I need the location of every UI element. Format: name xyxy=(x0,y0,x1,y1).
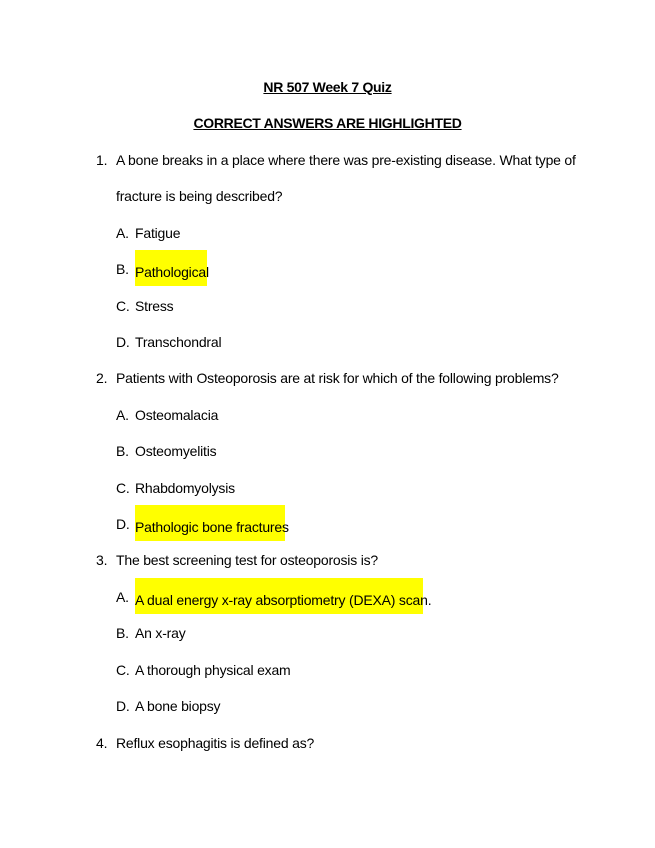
option-letter: D. xyxy=(116,334,130,350)
option-letter: D. xyxy=(116,698,130,714)
question-text: The best screening test for osteoporosis is? xyxy=(116,552,379,568)
question-text: A bone breaks in a place where there was pre-existing disease. What type of xyxy=(116,152,576,168)
option-text: An x-ray xyxy=(135,625,186,641)
option-letter: A. xyxy=(116,407,129,423)
option-letter: A. xyxy=(116,225,129,241)
question-number: 2. xyxy=(96,370,108,386)
option-letter: B. xyxy=(116,625,129,641)
correct-answer-highlight: Pathologic bone fractures xyxy=(135,505,285,541)
option-text: Fatigue xyxy=(135,225,181,241)
option-letter: C. xyxy=(116,480,130,496)
option-text: A thorough physical exam xyxy=(135,662,291,678)
option-letter: C. xyxy=(116,662,130,678)
option-letter: A. xyxy=(116,589,129,605)
question-number: 4. xyxy=(96,735,108,751)
correct-answer-highlight: A dual energy x-ray absorptiometry (DEXA) scan. xyxy=(135,578,423,614)
option-letter: C. xyxy=(116,298,130,314)
question-text-continued: fracture is being described? xyxy=(116,188,283,204)
question-text: Patients with Osteoporosis are at risk for which of the following problems? xyxy=(116,370,559,386)
document-subtitle: CORRECT ANSWERS ARE HIGHLIGHTED xyxy=(193,115,462,131)
option-text: Osteomalacia xyxy=(135,407,219,423)
option-text: Rhabdomyolysis xyxy=(135,480,235,496)
option-letter: B. xyxy=(116,261,129,277)
correct-answer-highlight: Pathological xyxy=(135,250,207,286)
option-letter: B. xyxy=(116,443,129,459)
option-text: Osteomyelitis xyxy=(135,443,217,459)
document-title: NR 507 Week 7 Quiz xyxy=(263,79,392,95)
option-text: A bone biopsy xyxy=(135,698,221,714)
question-number: 3. xyxy=(96,552,108,568)
option-letter: D. xyxy=(116,516,130,532)
option-text: Transchondral xyxy=(135,334,222,350)
question-number: 1. xyxy=(96,152,108,168)
question-text: Reflux esophagitis is defined as? xyxy=(116,735,315,751)
option-text: Stress xyxy=(135,298,174,314)
